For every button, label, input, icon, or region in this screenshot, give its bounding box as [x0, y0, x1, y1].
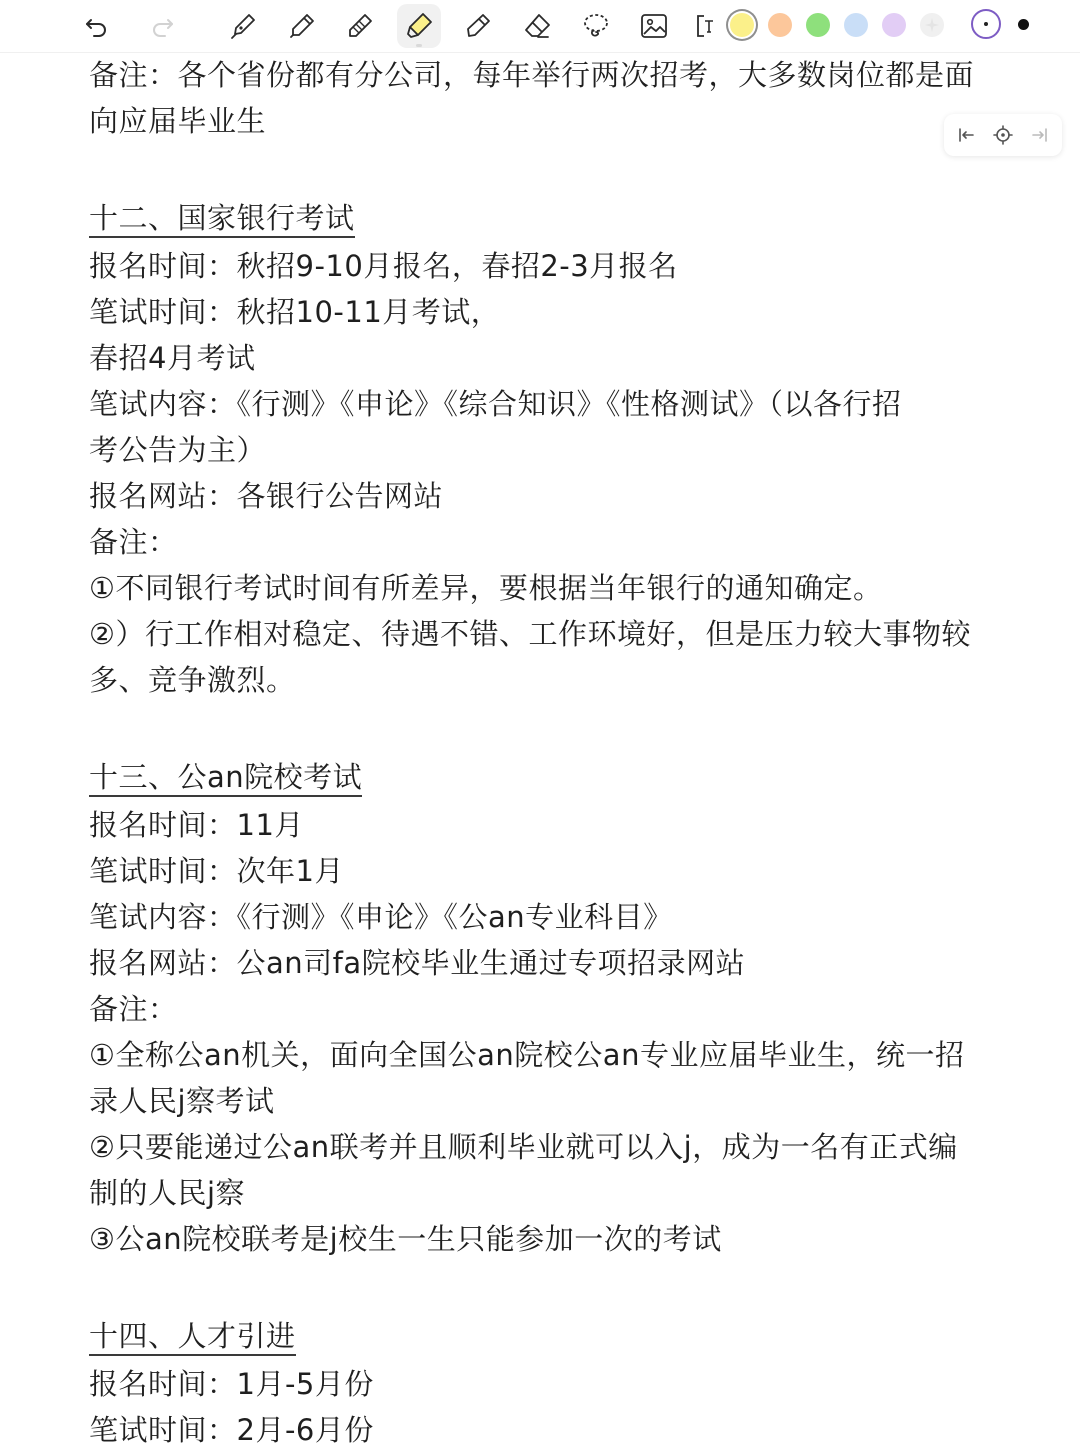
eraser-tool[interactable]: [515, 4, 559, 48]
active-indicator: [416, 44, 422, 47]
highlighter-tool[interactable]: [397, 4, 441, 48]
brush-pen-tool[interactable]: [456, 4, 500, 48]
ballpoint-pen-tool[interactable]: [280, 4, 324, 48]
note-line: 笔试时间：次年1月: [89, 854, 344, 888]
undo-icon: [82, 11, 112, 41]
section-heading-text: 十四、人才引进: [89, 1319, 296, 1356]
pencil-icon: [344, 10, 376, 42]
note-line: ③公an院校联考是j校生一生只能参加一次的考试: [89, 1222, 722, 1256]
note-line: 笔试时间：2月-6月份: [89, 1413, 374, 1447]
last-page-button[interactable]: [1028, 123, 1052, 147]
note-line: 多、竞争激烈。: [89, 663, 296, 697]
note-line: 春招4月考试: [89, 341, 256, 375]
note-line: ②）行工作相对稳定、待遇不错、工作环境好，但是压力较大事物较: [89, 617, 971, 651]
text-box-icon: [691, 10, 721, 42]
note-line: ①全称公an机关，面向全国公an院校公an专业应届毕业生，统一招: [89, 1038, 965, 1072]
section-heading: [89, 1319, 296, 1353]
stroke-size-large-button[interactable]: [1018, 19, 1029, 30]
color-swatch-orange[interactable]: [768, 13, 792, 37]
note-line: 备注：各个省份都有分公司，每年举行两次招考，大多数岗位都是面: [89, 58, 975, 92]
highlighter-icon: [403, 10, 435, 42]
note-line: ①不同银行考试时间有所差异，要根据当年银行的通知确定。: [89, 571, 883, 605]
section-heading-text: 十二、国家银行考试: [89, 201, 355, 238]
note-line: ②只要能递过公an联考并且顺利毕业就可以入j，成为一名有正式编: [89, 1130, 958, 1164]
locate-icon: [992, 124, 1014, 146]
locate-button[interactable]: [991, 123, 1015, 147]
lasso-tool[interactable]: [574, 4, 618, 48]
page-navigation: [944, 114, 1062, 156]
redo-icon: [147, 11, 177, 41]
pencil-tool[interactable]: [338, 4, 382, 48]
color-swatch-green[interactable]: [806, 13, 830, 37]
text-box-tool[interactable]: [686, 4, 726, 48]
stroke-size-small-dot: [984, 22, 988, 26]
sparkle-icon: [923, 16, 941, 34]
note-line: 录人民j察考试: [89, 1084, 275, 1118]
last-page-icon: [1029, 124, 1051, 146]
fountain-pen-icon: [227, 10, 259, 42]
drawing-toolbar: [0, 0, 1080, 53]
image-icon: [638, 10, 670, 42]
ballpoint-pen-icon: [286, 10, 318, 42]
section-heading-text: 十三、公an院校考试: [89, 760, 362, 797]
note-line: 笔试内容：《行测》《申论》《公an专业科目》: [89, 900, 673, 934]
color-swatch-more[interactable]: [920, 13, 944, 37]
note-line: 报名时间：11月: [89, 808, 304, 842]
insert-image-tool[interactable]: [632, 4, 676, 48]
fountain-pen-tool[interactable]: [221, 4, 265, 48]
note-line: 考公告为主）: [89, 433, 267, 467]
redo-button[interactable]: [140, 4, 184, 48]
eraser-icon: [521, 10, 553, 42]
section-heading: [89, 201, 355, 235]
note-line: 报名网站：各银行公告网站: [89, 479, 444, 513]
note-line: 报名网站：公an司fa院校毕业生通过专项招录网站: [89, 946, 746, 980]
stroke-size-small-button[interactable]: [971, 9, 1001, 39]
first-page-button[interactable]: [954, 123, 978, 147]
color-swatch-purple[interactable]: [882, 13, 906, 37]
note-line: 备注：: [89, 992, 178, 1026]
color-swatch-blue[interactable]: [844, 13, 868, 37]
undo-button[interactable]: [75, 4, 119, 48]
note-line: 笔试时间：秋招10-11月考试，: [89, 295, 501, 329]
brush-pen-icon: [462, 10, 494, 42]
note-line: 报名时间：1月-5月份: [89, 1367, 374, 1401]
note-line: 报名时间：秋招9-10月报名，春招2-3月报名: [89, 249, 678, 283]
note-line: 制的人民j察: [89, 1176, 246, 1210]
first-page-icon: [955, 124, 977, 146]
note-line: 备注：: [89, 525, 178, 559]
color-swatch-yellow[interactable]: [730, 13, 754, 37]
note-line: 笔试内容：《行测》《申论》《综合知识》《性格测试》（以各行招: [89, 387, 902, 421]
lasso-icon: [580, 10, 612, 42]
section-heading: [89, 760, 362, 794]
note-line: 向应届毕业生: [89, 104, 267, 138]
